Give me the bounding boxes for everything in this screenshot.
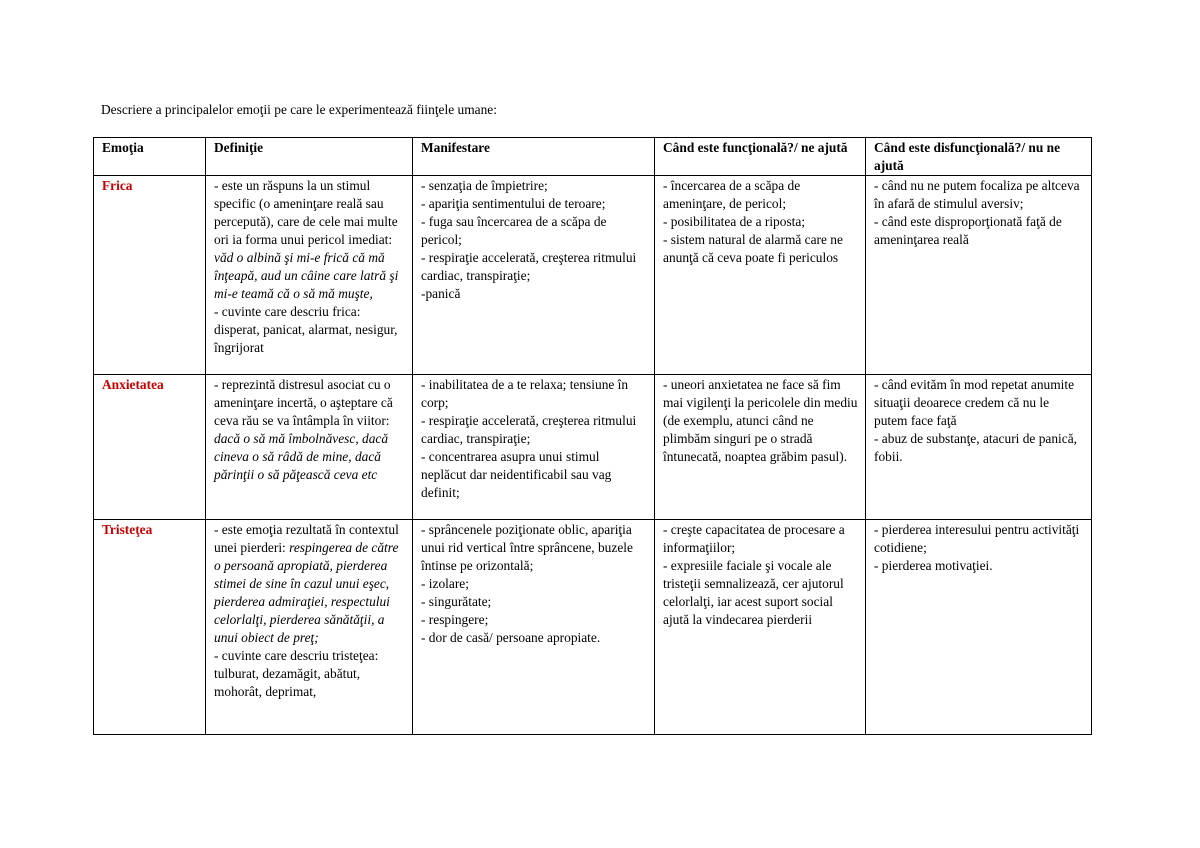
header-manifestation: Manifestare [413,138,655,176]
definition-cell [206,375,413,520]
dysfunctional-item: - pierderea motivaţiei. [874,558,993,573]
manifestation-item: - respiraţie accelerată, creşterea ritmului cardiac, transpiraţie; [421,250,637,283]
dysfunctional-item: - abuz de substanţe, atacuri de panică, fobii. [874,431,1077,464]
dysfunctional-item: - când este disproporţionată faţă de ameninţarea reală [874,214,1062,247]
dysfunctional-cell [866,176,1092,375]
intro-text: Descriere a principalelor emoţii pe care le experimentează fiinţele umane: [101,102,497,117]
dysfunctional-cell [866,375,1092,520]
manifestation-item: - fuga sau încercarea de a scăpa de pericol; [421,214,607,247]
dysfunctional-cell [866,520,1092,735]
manifestation-cell [413,375,655,520]
header-functional: Când este funcţională?/ ne ajută [655,138,866,176]
table-row-tristetea [94,520,1092,735]
definition-cell [206,520,413,735]
table-row-anxietatea [94,375,1092,520]
functional-cell [655,520,866,735]
manifestation-item: - apariţia sentimentului de teroare; [421,196,606,211]
definition-lead: - este un răspuns la un stimul specific (o ameninţare reală sau percepută), care de cele mai multe ori ia forma unui pericol imediat: [214,178,398,247]
functional-item: - expresiile faciale şi vocale ale tristeţii semnalizează, cer ajutorul celorlalţi, iar acest suport social ajută la vindecarea pierderii [663,558,844,627]
table-row-frica [94,176,1092,375]
emotions-table [93,137,1092,735]
manifestation-item: - respiraţie accelerată, creşterea ritmului cardiac, transpiraţie; [421,413,637,446]
emotion-cell [94,375,206,520]
definition-cell [206,176,413,375]
dysfunctional-item: - când evităm în mod repetat anumite situaţii deoarece credem că nu le putem face faţă [874,377,1075,428]
manifestation-item: - concentrarea asupra unui stimul neplăcut dar neidentificabil sau vag definit; [421,449,612,500]
definition-examples: văd o albină şi mi-e frică că mă înţeapă, aud un câine care latră şi mi-e teamă că o să mă muşte, [214,250,399,301]
functional-item: - sistem natural de alarmă care ne anunţă că ceva poate fi periculos [663,232,843,265]
definition-words: - cuvinte care descriu tristeţea: tulburat, dezamăgit, abătut, mohorât, deprimat, [214,648,379,699]
functional-cell [655,375,866,520]
manifestation-item: - sprâncenele poziţionate oblic, apariţia unui rid vertical între sprâncene, buzele întinse pe orizontală; [421,522,633,573]
emotion-cell [94,520,206,735]
header-definition: Definiţie [206,138,413,176]
definition-lead: - reprezintă distresul asociat cu o ameninţare incertă, o aşteptare că ceva rău se va întâmpla în viitor: [214,377,393,428]
functional-item: - uneori anxietatea ne face să fim mai vigilenţi la pericolele din mediu (de exemplu, atunci când ne plimbăm singuri pe o stradă întunecată, noaptea grăbim pasul). [663,377,858,464]
manifestation-item: - dor de casă/ persoane apropiate. [421,630,601,645]
functional-item: - încercarea de a scăpa de ameninţare, de pericol; [663,178,801,211]
manifestation-cell [413,520,655,735]
definition-examples: dacă o să mă îmbolnăvesc, dacă cineva o să râdă de mine, dacă părinţii o să păţească ceva etc [214,431,389,482]
emotion-name: Anxietatea [102,377,164,392]
functional-cell [655,176,866,375]
header-dysfunctional: Când este disfuncţională?/ nu ne ajută [866,138,1092,176]
definition-words: - cuvinte care descriu frica: disperat, panicat, alarmat, nesigur, îngrijorat [214,304,398,355]
manifestation-item: - respingere; [421,612,489,627]
manifestation-cell [413,176,655,375]
definition-examples: respingerea de către o persoană apropiată, pierderea stimei de sine în cazul unui eşec, pierderea admiraţiei, respectului celorlalţi, pierderea sănătăţii, a unui obiect de preţ; [214,540,399,645]
functional-item: - creşte capacitatea de procesare a informaţiilor; [663,522,845,555]
dysfunctional-item: - pierderea interesului pentru activităţi cotidiene; [874,522,1080,555]
manifestation-item: - inabilitatea de a te relaxa; tensiune în corp; [421,377,629,410]
emotion-cell [94,176,206,375]
emotion-name: Frica [102,178,133,193]
header-row [94,138,1092,176]
header-emotion: Emoţia [94,138,206,176]
emotion-name: Tristeţea [102,522,153,537]
manifestation-item: - senzaţia de împietrire; [421,178,548,193]
definition-lead: - este emoţia rezultată în contextul unei pierderi: [214,522,399,555]
manifestation-item: - singurătate; [421,594,492,609]
manifestation-item: -panică [421,286,461,301]
manifestation-item: - izolare; [421,576,469,591]
functional-item: - posibilitatea de a riposta; [663,214,806,229]
dysfunctional-item: - când nu ne putem focaliza pe altceva în afară de stimulul aversiv; [874,178,1080,211]
